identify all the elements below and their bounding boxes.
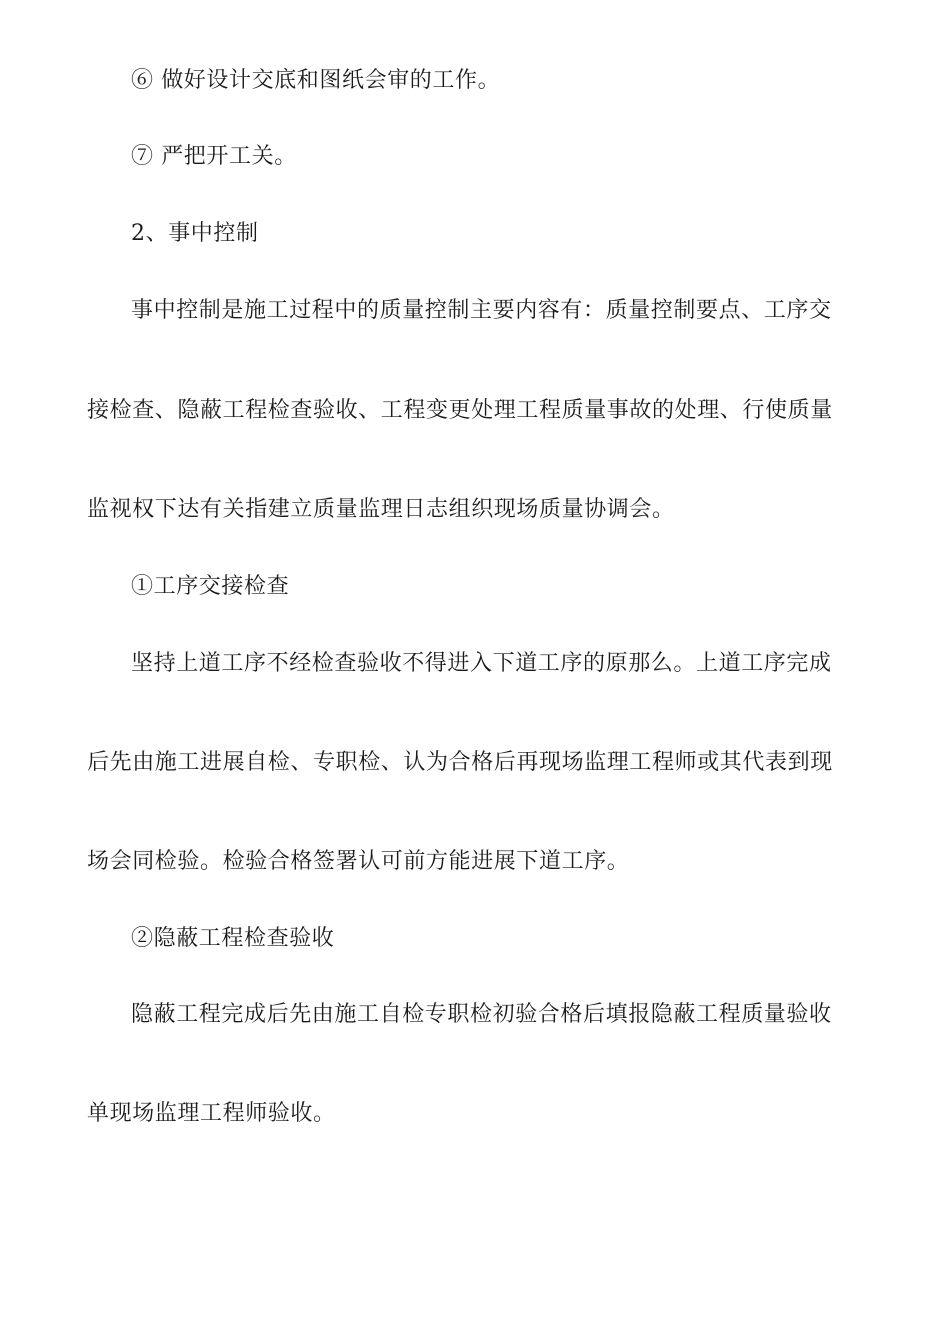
- paragraph-line: 单现场监理工程师验收。: [87, 1101, 336, 1126]
- paragraph-line: 隐蔽工程完成后先由施工自检专职检初验合格后填报隐蔽工程质量验收: [131, 1002, 832, 1027]
- section-heading: 2、事中控制: [131, 221, 259, 246]
- paragraph-line: 接检查、隐蔽工程检查验收、工程变更处理工程质量事故的处理、行使质量: [87, 398, 833, 423]
- subsection-heading: ①工序交接检查: [131, 574, 290, 599]
- list-item-6: ⑥ 做好设计交底和图纸会审的工作。: [131, 68, 501, 93]
- paragraph-line: 场会同检验。检验合格签署认可前方能进展下道工序。: [87, 849, 630, 874]
- subsection-heading: ②隐蔽工程检查验收: [131, 926, 335, 951]
- paragraph-line: 坚持上道工序不经检查验收不得进入下道工序的原那么。上道工序完成: [131, 651, 832, 676]
- paragraph-line: 后先由施工进展自检、专职检、认为合格后再现场监理工程师或其代表到现: [87, 750, 833, 775]
- paragraph-line: 监视权下达有关指建立质量监理日志组织现场质量协调会。: [87, 497, 675, 522]
- list-item-7: ⑦ 严把开工关。: [131, 144, 297, 169]
- paragraph-line: 事中控制是施工过程中的质量控制主要内容有：质量控制要点、工序交: [131, 298, 832, 323]
